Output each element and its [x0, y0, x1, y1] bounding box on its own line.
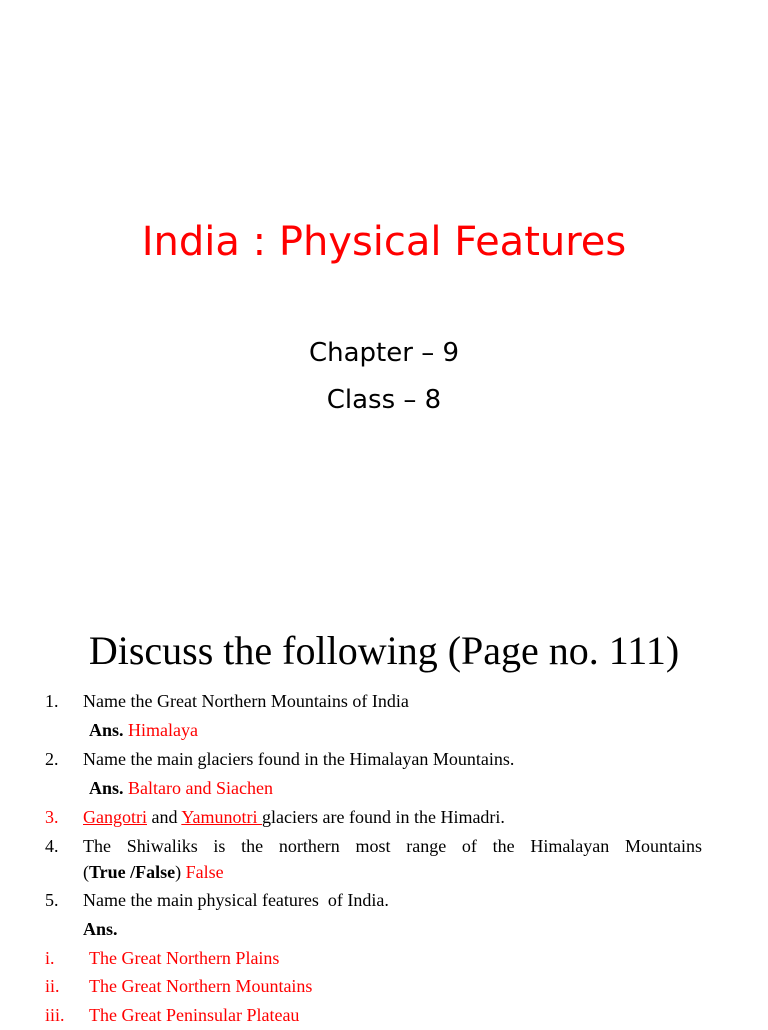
fill-blank-yamunotri: Yamunotri	[181, 807, 263, 827]
feature-text: The Great Northern Mountains	[89, 976, 313, 996]
paren-open: (	[83, 862, 89, 882]
feature-item	[0, 1001, 768, 1030]
answer-line	[89, 774, 273, 803]
feature-number: i.	[45, 948, 55, 968]
paren-close: )	[175, 862, 182, 882]
class-label: Class – 8	[326, 385, 442, 415]
conjunction: and	[151, 807, 178, 827]
answer-line	[89, 716, 198, 745]
question-choice-line	[83, 858, 224, 887]
question-number: 4.	[45, 836, 59, 856]
feature-number: iii.	[45, 1005, 65, 1025]
question-4-cont	[0, 858, 768, 887]
feature-text: The Great Northern Plains	[89, 948, 280, 968]
answer-1	[0, 716, 768, 745]
question-text: Name the Great Northern Mountains of India	[83, 691, 409, 711]
question-2	[0, 745, 768, 774]
slide-questions	[0, 576, 768, 1024]
questions-heading: Discuss the following (Page no. 111)	[88, 628, 680, 673]
question-number: 3.	[45, 807, 59, 827]
fill-blank-gangotri: Gangotri	[83, 807, 147, 827]
true-false-choice: True /False	[89, 862, 176, 882]
answer-label: Ans.	[89, 778, 124, 798]
feature-item	[0, 972, 768, 1001]
answer-line	[83, 915, 118, 944]
question-number: 1.	[45, 691, 59, 711]
answer-label: Ans.	[83, 919, 118, 939]
slide-title-text: India : Physical Features	[141, 219, 627, 265]
question-rest: glaciers are found in the Himadri.	[262, 807, 505, 827]
answer-label: Ans.	[89, 720, 124, 740]
feature-number: ii.	[45, 976, 60, 996]
answer-value: Himalaya	[128, 720, 198, 740]
answer-5	[0, 915, 768, 944]
question-text	[83, 803, 505, 832]
answer-value: Baltaro and Siachen	[128, 778, 273, 798]
question-number: 2.	[45, 749, 59, 769]
question-5	[0, 886, 768, 915]
chapter-label: Chapter – 9	[308, 338, 460, 368]
feature-text: The Great Peninsular Plateau	[89, 1005, 300, 1025]
feature-item	[0, 944, 768, 973]
question-text: The Shiwaliks is the northern most range of the Himalayan Mountains	[83, 836, 702, 856]
question-3	[0, 803, 768, 832]
question-1	[0, 687, 768, 716]
question-number: 5.	[45, 890, 59, 910]
question-text: Name the main glaciers found in the Himalayan Mountains.	[83, 749, 515, 769]
question-4	[0, 832, 768, 861]
question-text: Name the main physical features of India.	[83, 890, 389, 910]
answer-2	[0, 774, 768, 803]
answer-value: False	[185, 862, 224, 882]
